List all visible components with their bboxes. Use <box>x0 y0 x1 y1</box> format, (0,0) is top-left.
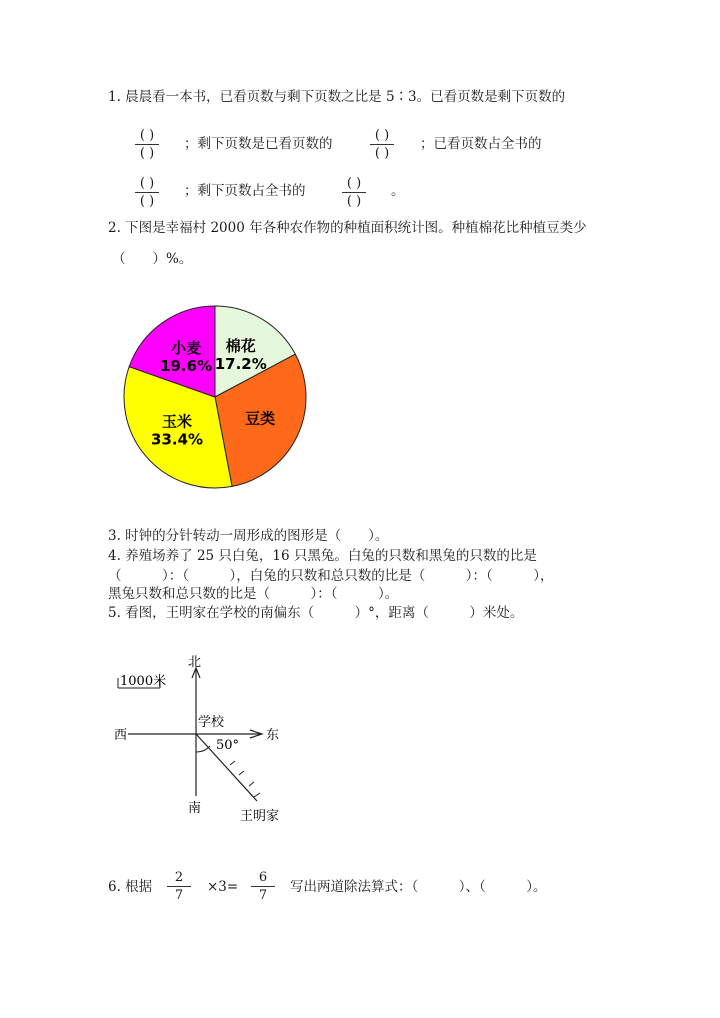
north-label: 北 <box>188 655 202 670</box>
q1-fraction-blank-3[interactable]: ( ) ( ) <box>133 176 161 209</box>
q1-fraction-blank-4[interactable]: ( ) ( ) <box>340 176 368 209</box>
pie-slice-value-3: 19.6% <box>160 357 213 376</box>
q2-line2: （ ）%。 <box>112 251 193 267</box>
q6-times: ×3= <box>207 879 239 895</box>
south-label: 南 <box>188 801 202 816</box>
q1-fraction-blank-2[interactable]: ( ) ( ) <box>368 128 396 161</box>
q1-text-a: ；剩下页数是已看页数的 <box>184 136 333 152</box>
east-label: 东 <box>266 728 280 743</box>
crop-area-pie-chart <box>118 300 312 494</box>
q2-line1: 2. 下图是幸福村 2000 年各种农作物的种植面积统计图。种植棉花比种植豆类少 <box>108 220 587 236</box>
pie-slice-value-0: 17.2% <box>214 355 267 374</box>
pie-slice-label-3: 小麦 <box>171 339 202 358</box>
pie-slice-value-2: 33.4% <box>151 430 204 449</box>
scale-label: 1000米 <box>120 674 167 689</box>
q1-text-c: ；剩下页数占全书的 <box>184 183 306 199</box>
q1-line1: 1. 晨晨看一本书，已看页数与剩下页数之比是 5∶3。已看页数是剩下页数的 <box>108 89 566 105</box>
pie-slice-label-0: 棉花 <box>225 337 256 356</box>
q1-fraction-blank-1[interactable]: ( ) ( ) <box>133 128 161 161</box>
direction-map <box>100 648 300 828</box>
pie-slice-label-1: 豆类 <box>245 409 276 428</box>
q4-line3: 黑兔只数和总只数的比是（ ）：（ ）。 <box>108 586 399 602</box>
angle-label: 50° <box>216 738 240 753</box>
pie-slice-label-2: 玉米 <box>162 412 193 431</box>
q6-fraction-1: 2 7 <box>165 870 193 903</box>
west-label: 西 <box>114 728 128 743</box>
q6-fraction-2: 6 7 <box>249 870 277 903</box>
q5-line1: 5. 看图，王明家在学校的南偏东（ ）°，距离（ ）米处。 <box>108 605 524 621</box>
q1-end: 。 <box>391 183 405 199</box>
route-scale-ticks <box>230 761 260 797</box>
q1-text-b: ；已看页数占全书的 <box>420 136 542 152</box>
home-label: 王明家 <box>240 809 280 824</box>
q3-line1: 3. 时钟的分针转动一周形成的图形是（ ）。 <box>108 528 389 544</box>
q4-line2: （ ）：（ ），白兔的只数和总只数的比是（ ）：（ ）， <box>108 568 554 584</box>
q6-prefix: 6. 根据 <box>108 879 153 895</box>
school-label: 学校 <box>198 715 225 730</box>
q6-suffix: 写出两道除法算式：（ ）、（ ）。 <box>290 879 547 895</box>
q4-line1: 4. 养殖场养了 25 只白兔，16 只黑兔。白兔的只数和黑兔的只数的比是 <box>108 548 537 564</box>
